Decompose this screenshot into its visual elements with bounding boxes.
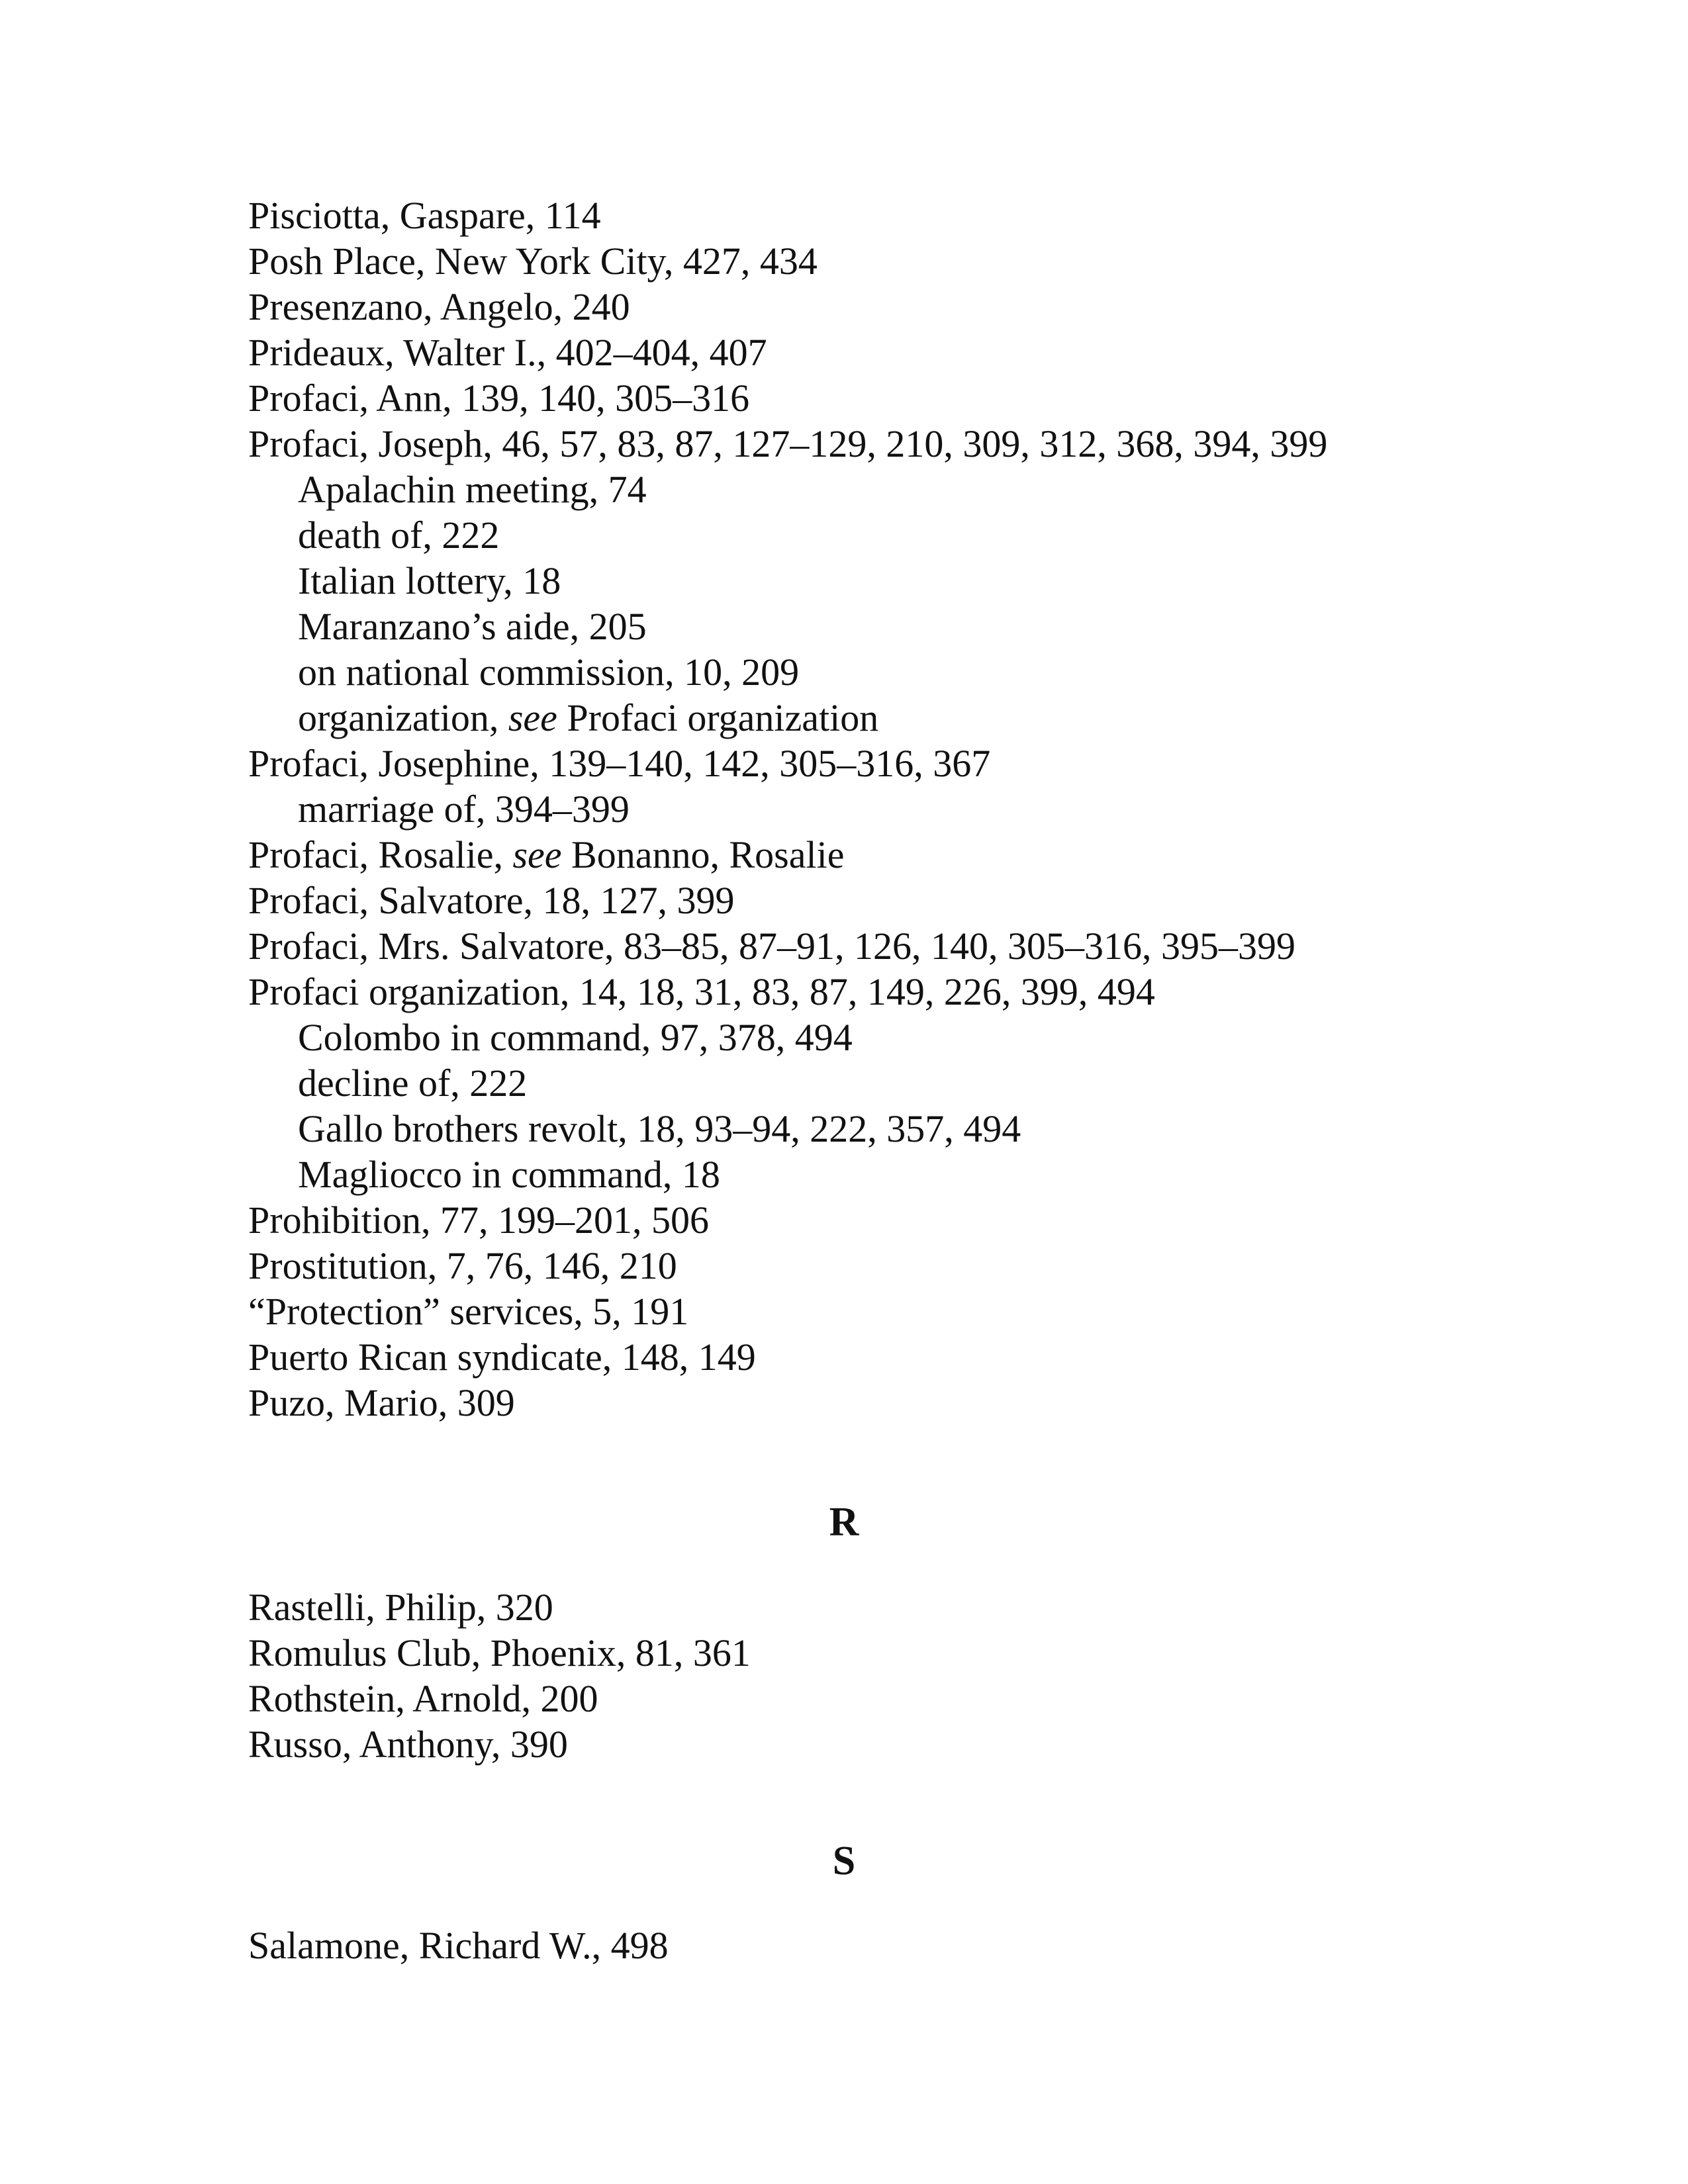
index-entry: Rothstein, Arnold, 200	[248, 1677, 598, 1720]
index-section-r	[248, 1584, 1473, 1767]
index-subentry: on national commission, 10, 209	[298, 651, 800, 694]
index-entry: Profaci, Ann, 139, 140, 305–316	[248, 377, 750, 420]
index-subentry: death of, 222	[298, 514, 500, 557]
index-entry: Romulus Club, Phoenix, 81, 361	[248, 1631, 751, 1674]
index-entry: Presenzano, Angelo, 240	[248, 285, 630, 328]
index-entry: Prohibition, 77, 199–201, 506	[248, 1199, 710, 1242]
index-entry: Russo, Anthony, 390	[248, 1723, 568, 1766]
index-section-p	[248, 193, 1473, 1426]
index-entry: Profaci organization, 14, 18, 31, 83, 87, 149, 226, 399, 494	[248, 970, 1155, 1013]
index-entry: Prideaux, Walter I., 402–404, 407	[248, 331, 767, 374]
index-entry: Pisciotta, Gaspare, 114	[248, 194, 601, 237]
index-entry: Profaci, Mrs. Salvatore, 83–85, 87–91, 126, 140, 305–316, 395–399	[248, 925, 1295, 968]
index-subentry: marriage of, 394–399	[298, 788, 630, 831]
index-entry: Prostitution, 7, 76, 146, 210	[248, 1244, 677, 1287]
index-subentry: Magliocco in command, 18	[298, 1153, 720, 1196]
section-heading-s: S	[832, 1839, 856, 1884]
index-entry: Profaci, Salvatore, 18, 127, 399	[248, 879, 735, 922]
index-subentry: Italian lottery, 18	[298, 559, 561, 602]
index-subentry: decline of, 222	[298, 1062, 528, 1105]
index-entry: Profaci, Joseph, 46, 57, 83, 87, 127–129, 210, 309, 312, 368, 394, 399	[248, 422, 1328, 465]
entry-text: Profaci, Rosalie,	[248, 833, 513, 876]
index-entry: Salamone, Richard W., 498	[248, 1924, 669, 1967]
index-entry: Profaci, Josephine, 139–140, 142, 305–316, 367	[248, 742, 991, 785]
cross-reference-target: Bonanno, Rosalie	[561, 833, 845, 876]
section-heading-r: R	[829, 1500, 859, 1545]
see-reference: see	[512, 833, 562, 876]
index-entry: Puzo, Mario, 309	[248, 1381, 515, 1424]
index-entry: Rastelli, Philip, 320	[248, 1586, 553, 1629]
index-subentry: Maranzano’s aide, 205	[298, 605, 647, 648]
index-entry: Posh Place, New York City, 427, 434	[248, 240, 818, 283]
index-entry: “Protection” services, 5, 191	[248, 1290, 689, 1333]
see-reference: see	[508, 696, 557, 739]
index-subentry: Apalachin meeting, 74	[298, 468, 647, 511]
index-entry: Puerto Rican syndicate, 148, 149	[248, 1336, 756, 1379]
entry-text: organization,	[298, 696, 508, 739]
index-subentry: Colombo in command, 97, 378, 494	[298, 1016, 853, 1059]
index-subentry: Gallo brothers revolt, 18, 93–94, 222, 357, 494	[298, 1107, 1021, 1150]
index-subentry	[248, 695, 1473, 741]
cross-reference-target: Profaci organization	[557, 696, 879, 739]
index-entry	[248, 832, 1473, 878]
index-section-s	[248, 1923, 1473, 1968]
